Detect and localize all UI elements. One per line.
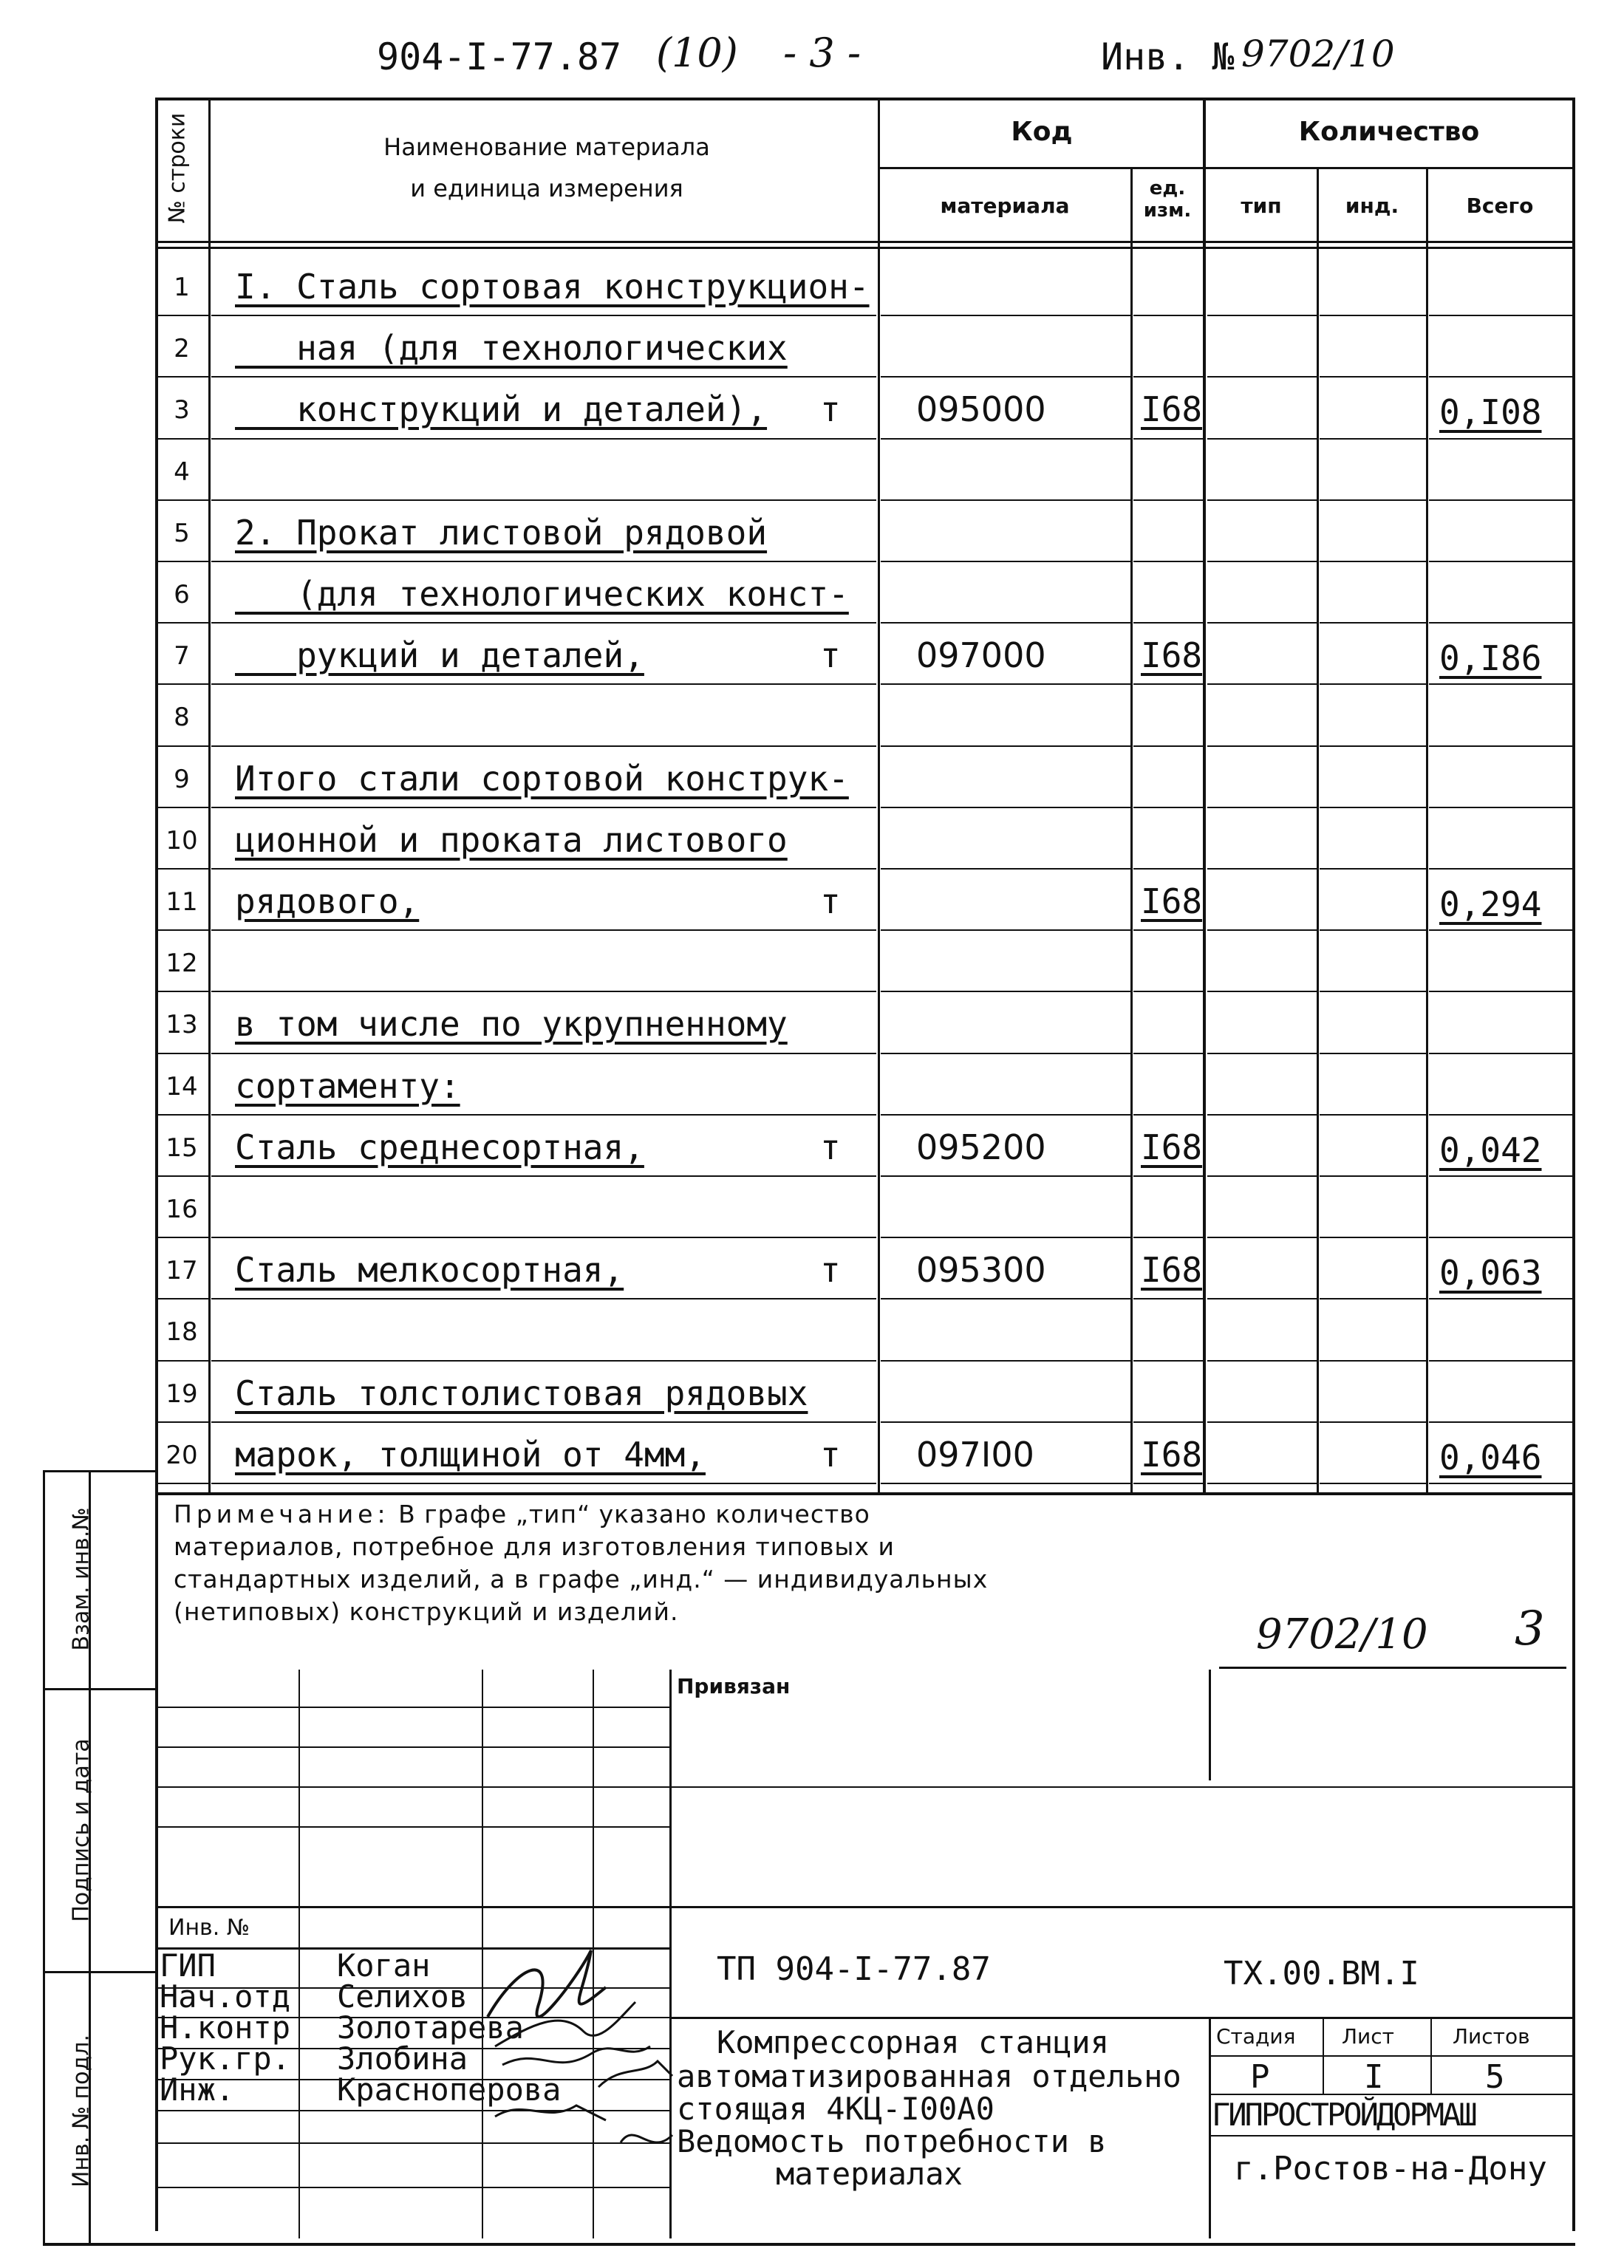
organization: ГИПРОСТРОЙДОРМАШ	[1212, 2097, 1475, 2133]
inventory-number: 9702/10	[1241, 33, 1395, 75]
code-header: Код	[1011, 117, 1073, 147]
row-number: 6	[174, 580, 190, 609]
material-name: Сталь толстолистовая рядовых	[235, 1373, 808, 1413]
material-name: в том числе по укрупненному	[235, 1004, 788, 1045]
staff-name: Злобина	[337, 2040, 468, 2077]
drawing-title-line: автоматизированная отдельно	[677, 2058, 1181, 2094]
row-number: 16	[166, 1195, 198, 1224]
total-quantity: 0,I86	[1439, 638, 1542, 679]
staff-name: Селихов	[337, 1978, 468, 2015]
material-name: I. Сталь сортовая конструкцион-	[235, 267, 870, 307]
unit-code: I68	[1141, 881, 1203, 921]
unit-of-measure: т	[820, 635, 841, 676]
signature-date-label: Подпись и дата	[68, 1738, 95, 1922]
staff-name: Золотарева	[337, 2009, 524, 2046]
row-number: 3	[174, 395, 190, 426]
staff-role: Инж.	[160, 2071, 235, 2108]
handwritten-inventory: 9702/10	[1256, 1611, 1428, 1659]
stamp-inv-label: Инв. №	[168, 1915, 250, 1941]
quantity-header: Количество	[1298, 117, 1480, 147]
unit-of-measure: т	[820, 1250, 841, 1291]
unit-code-header: ед. изм.	[1143, 177, 1192, 222]
material-name: 2. Прокат листовой рядовой	[235, 512, 768, 553]
material-name: рукций и деталей,	[235, 635, 644, 676]
staff-name: Коган	[337, 1947, 431, 1984]
material-code: 095000	[916, 389, 1046, 430]
row-number: 8	[174, 703, 190, 733]
row-number: 19	[166, 1379, 198, 1409]
vzam-inv-label: Взам. инв.№	[68, 1507, 95, 1651]
unit-of-measure: т	[820, 389, 841, 430]
staff-role: Рук.гр.	[160, 2040, 291, 2077]
sheets-value: 5	[1485, 2058, 1505, 2096]
material-name: (для технологических конст-	[235, 574, 849, 614]
material-code: 097I00	[916, 1434, 1034, 1475]
sheet-label: Лист	[1342, 2024, 1394, 2049]
city: г.Ростов-на-Дону	[1234, 2150, 1547, 2187]
privyazan-label: Привязан	[677, 1674, 791, 1698]
row-number: 2	[174, 334, 190, 364]
unit-code: I68	[1141, 389, 1203, 430]
unit-code: I68	[1141, 1250, 1203, 1291]
total-header: Всего	[1466, 194, 1534, 218]
unit-code: I68	[1141, 635, 1203, 676]
staff-role: ГИП	[160, 1947, 216, 1984]
total-quantity: 0,063	[1439, 1253, 1542, 1294]
individual-header: инд.	[1345, 194, 1399, 218]
row-number: 12	[166, 949, 198, 979]
drawing-title-line: Ведомость потребности в	[677, 2123, 1107, 2159]
unit-code: I68	[1141, 1434, 1203, 1475]
row-number: 1	[174, 273, 190, 302]
material-code: 095300	[916, 1250, 1046, 1291]
unit-of-measure: т	[820, 1127, 841, 1167]
material-name: марок, толщиной от 4мм,	[235, 1434, 706, 1475]
staff-role: Н.контр	[160, 2009, 291, 2046]
type-header: тип	[1241, 194, 1282, 218]
name-header-line2: и единица измерения	[410, 174, 683, 202]
stage-value: Р	[1250, 2058, 1270, 2096]
drawing-title-line: стоящая 4КЦ-I00А0	[677, 2091, 994, 2127]
total-quantity: 0,I08	[1439, 392, 1542, 433]
material-name: Сталь среднесортная,	[235, 1127, 644, 1167]
total-quantity: 0,042	[1439, 1130, 1542, 1170]
page-number: - 3 -	[783, 30, 862, 76]
material-name: сортаменту:	[235, 1065, 460, 1106]
note-lead: Примечание:	[174, 1500, 390, 1528]
material-code: 097000	[916, 635, 1046, 676]
sheet-value: I	[1364, 2058, 1384, 2096]
document-code: ТХ.00.ВМ.I	[1224, 1955, 1419, 1992]
material-name: ная (для технологических	[235, 328, 788, 369]
unit-code: I68	[1141, 1127, 1203, 1167]
sheet-mark: (10)	[656, 30, 738, 76]
inventory-label: Инв. №	[1101, 35, 1235, 78]
note-block	[174, 1498, 1016, 1628]
staff-role: Нач.отд	[160, 1978, 291, 2015]
material-name: ционной и проката листового	[235, 819, 788, 860]
total-quantity: 0,046	[1439, 1437, 1542, 1478]
unit-of-measure: т	[820, 881, 841, 921]
sheets-label: Листов	[1453, 2024, 1530, 2049]
row-number: 10	[166, 825, 198, 855]
project-number: ТП 904-I-77.87	[717, 1950, 991, 1988]
row-number: 17	[166, 1256, 198, 1286]
row-number: 15	[166, 1133, 198, 1163]
document-number: 904-I-77.87	[377, 35, 622, 78]
row-number: 7	[174, 641, 190, 672]
stage-label: Стадия	[1216, 2024, 1296, 2049]
row-number: 18	[166, 1317, 198, 1348]
handwritten-sheet: 3	[1515, 1602, 1545, 1656]
unit-of-measure: т	[820, 1434, 841, 1475]
drawing-title-line: материалах	[776, 2156, 963, 2192]
material-code-header: материала	[940, 194, 1070, 218]
row-number: 9	[174, 764, 190, 794]
row-number: 11	[166, 887, 198, 917]
material-name: Сталь мелкосортная,	[235, 1250, 624, 1291]
row-number: 4	[174, 457, 190, 487]
row-number: 5	[174, 518, 190, 548]
material-name: рядового,	[235, 881, 420, 921]
material-code: 095200	[916, 1127, 1046, 1167]
name-header-line1: Наименование материала	[383, 133, 710, 161]
row-number: 13	[166, 1010, 198, 1040]
row-number-header: № строки	[164, 112, 191, 224]
signature-marks	[473, 1936, 695, 2187]
staff-name: Красноперова	[337, 2071, 562, 2108]
total-quantity: 0,294	[1439, 884, 1542, 924]
row-number: 20	[166, 1440, 198, 1470]
material-name: конструкций и деталей),	[235, 389, 768, 430]
row-number: 14	[166, 1071, 198, 1101]
note-body: В графе „тип“ указано количество материалов, потребное для изготовления типовых и стандартных изделий, а в графе „инд.“ — индивидуальных (нетиповых) конструкций и изделий.	[174, 1500, 989, 1626]
inv-original-label: Инв. № подл.	[68, 2035, 95, 2187]
drawing-title-line: Компрессорная станция	[717, 2024, 1110, 2060]
material-name: Итого стали сортовой конструк-	[235, 758, 849, 799]
